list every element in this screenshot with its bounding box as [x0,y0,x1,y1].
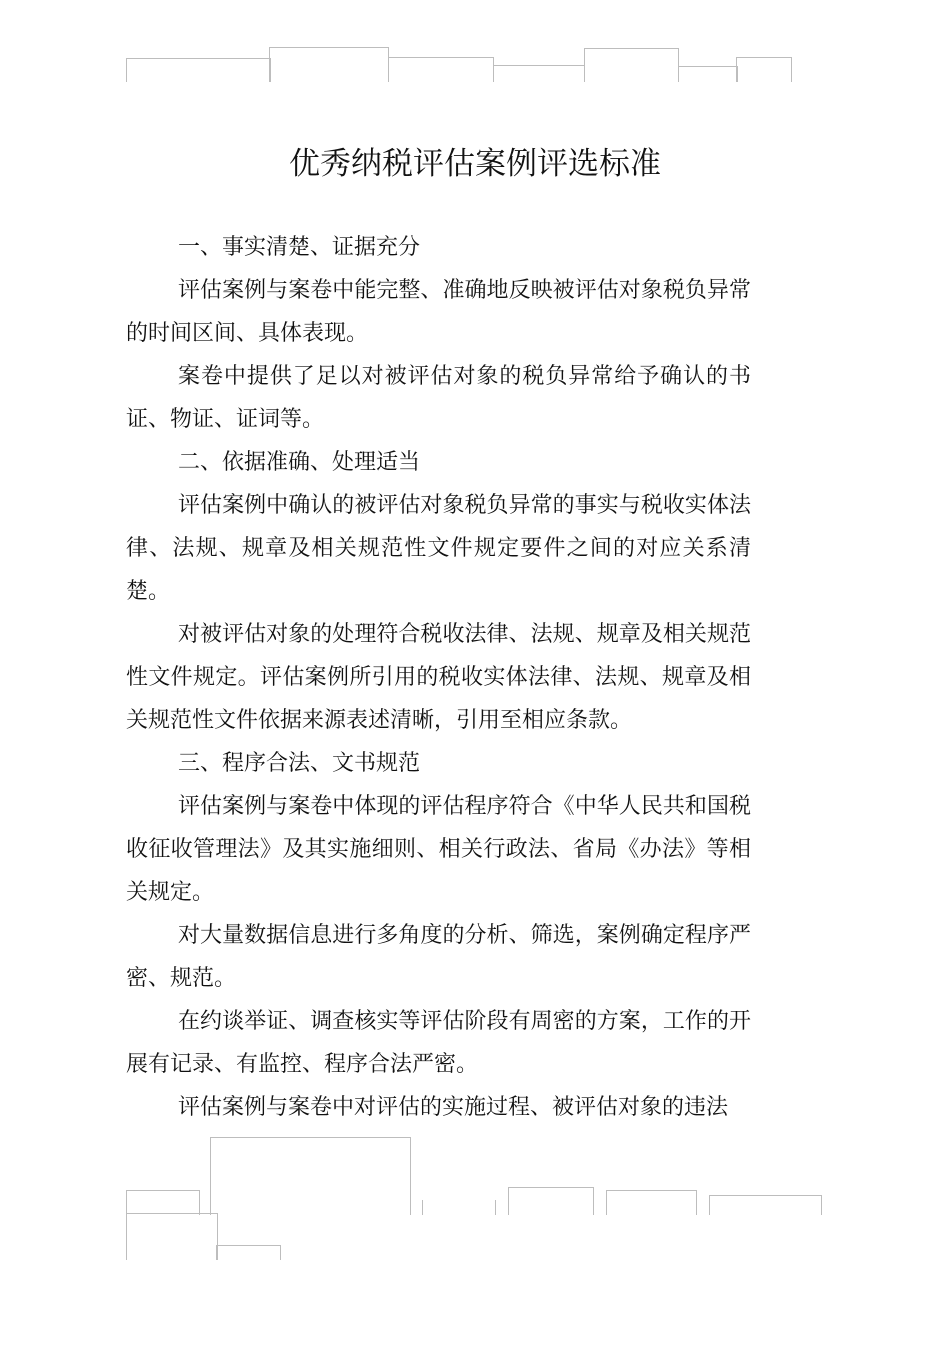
border-fragment [388,57,494,82]
border-fragment [216,1245,281,1260]
border-fragment [678,66,738,82]
border-fragment [210,1137,411,1215]
border-fragment [126,1190,200,1215]
border-fragment [422,1200,496,1215]
section-heading: 一、事实清楚、证据充分 [178,235,421,260]
border-fragment [269,47,389,82]
paragraph: 对大量数据信息进行多角度的分析、筛选，案例确定程序严密、规范。 [126,923,751,991]
section-heading: 二、依据准确、处理适当 [178,450,421,475]
border-fragment [508,1187,594,1215]
document-body [126,226,751,1129]
paragraph: 在约谈举证、调查核实等评估阶段有周密的方案，工作的开展有记录、有监控、程序合法严密。 [126,1009,751,1077]
paragraph: 评估案例与案卷中对评估的实施过程、被评估对象的违法 [178,1095,729,1120]
border-fragment [584,48,679,82]
border-fragment [126,58,271,82]
paragraph: 评估案例与案卷中能完整、准确地反映被评估对象税负异常的时间区间、具体表现。 [126,278,751,346]
paragraph: 评估案例中确认的被评估对象税负异常的事实与税收实体法律、法规、规章及相关规范性文件规定要件之间的对应关系清楚。 [126,493,751,604]
border-fragment [126,1213,218,1260]
border-fragment [709,1195,822,1215]
paragraph: 对被评估对象的处理符合税收法律、法规、规章及相关规范性文件规定。评估案例所引用的税收实体法律、法规、规章及相关规范性文件依据来源表述清晰，引用至相应条款。 [126,622,751,733]
section-heading: 三、程序合法、文书规范 [178,751,421,776]
page-title: 优秀纳税评估案例评选标准 [289,146,661,182]
paragraph: 评估案例与案卷中体现的评估程序符合《中华人民共和国税收征收管理法》及其实施细则、相关行政法、省局《办法》等相关规定。 [126,794,751,905]
border-fragment [493,65,585,82]
border-fragment [606,1190,697,1215]
paragraph: 案卷中提供了足以对被评估对象的税负异常给予确认的书证、物证、证词等。 [126,364,751,432]
border-fragment [736,57,792,82]
